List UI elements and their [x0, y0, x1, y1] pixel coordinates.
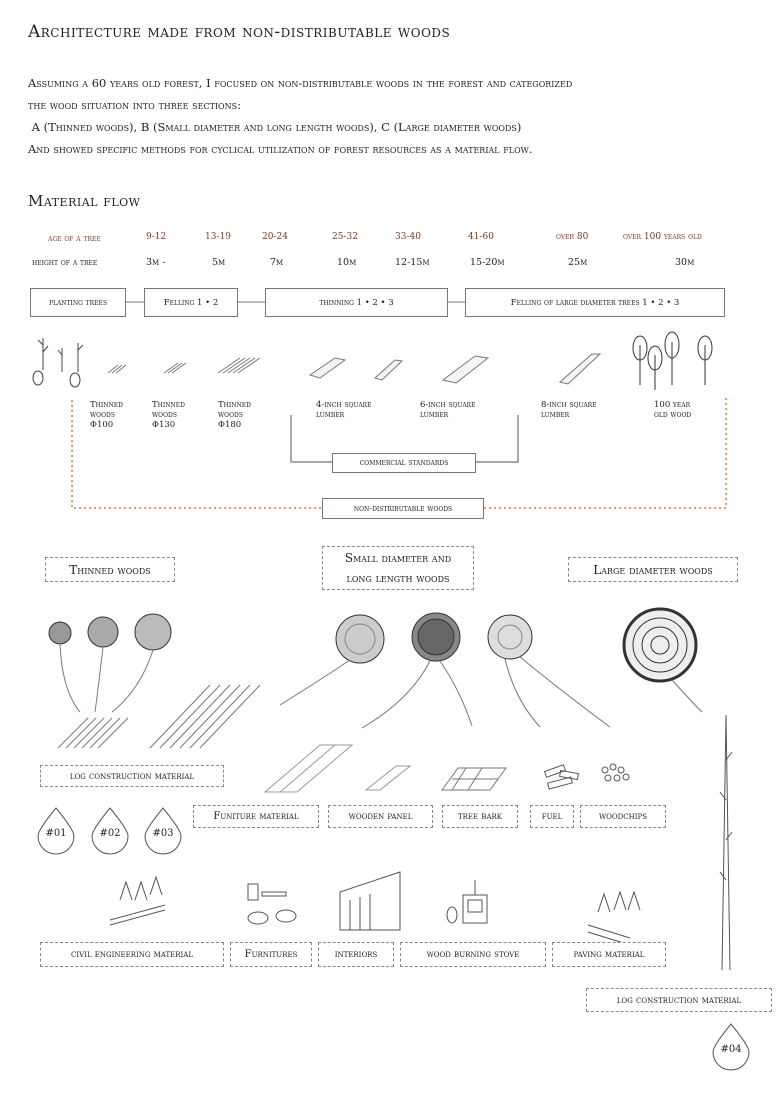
- thinned-wood-ring-icon: [49, 614, 171, 650]
- wood-label: 6-inch square lumber: [420, 400, 476, 420]
- material-wooden-panel: wooden panel: [328, 805, 433, 828]
- category-thinned: Thinned woods: [45, 557, 175, 582]
- wood-label: Thinned woods Φ180: [218, 400, 251, 430]
- height-value: 5m: [212, 257, 226, 268]
- age-value: 20-24: [262, 232, 288, 242]
- height-row-label: height of a tree: [32, 258, 98, 268]
- page-title: Architecture made from non-distributable woods: [28, 22, 451, 42]
- commercial-standards-box: commercial standards: [332, 453, 476, 473]
- drop-label: #02: [99, 828, 121, 839]
- category-large-diameter: Large diameter woods: [568, 557, 738, 582]
- stage-thinning: thinning 1 • 2 • 3: [265, 288, 448, 317]
- drop-label: #01: [45, 828, 67, 839]
- furniture-board-icon: [265, 745, 410, 792]
- woodchips-icon: [602, 764, 629, 781]
- age-value: 33-40: [395, 232, 421, 242]
- wood-label: 8-inch square lumber: [541, 400, 597, 420]
- material-wood-stove: wood burning stove: [400, 942, 546, 967]
- stage-planting: planting trees: [30, 288, 126, 317]
- interiors-sketch: [340, 872, 400, 930]
- old-tree-icon: [633, 332, 712, 390]
- furniture-sketch: [248, 884, 296, 924]
- height-value: 10m: [337, 257, 357, 268]
- drop-shape: [38, 808, 749, 1070]
- square-lumber-icon: [310, 354, 600, 384]
- material-log-construction: log construction material: [40, 765, 224, 787]
- age-row-label: age of a tree: [48, 234, 101, 244]
- material-interiors: interiors: [318, 942, 394, 967]
- height-value: 30m: [675, 257, 695, 268]
- age-value: over 100 years old: [623, 232, 702, 242]
- age-value: 9-12: [146, 232, 167, 242]
- height-value: 7m: [270, 257, 284, 268]
- drop-label: #04: [720, 1044, 742, 1055]
- civil-engineering-sketch: [110, 877, 165, 925]
- large-diameter-ring-icon: [624, 609, 696, 681]
- fuel-icon: [545, 765, 579, 789]
- material-furniture: Funiture material: [193, 805, 319, 828]
- intro-line: A (Thinned woods), B (Small diameter and long length woods), C (Large diameter woods): [28, 120, 522, 134]
- tall-log-icon: [720, 715, 732, 970]
- connector-curve: [280, 657, 610, 728]
- small-diameter-ring-icon: [336, 613, 532, 663]
- height-value: 12-15m: [395, 257, 430, 268]
- intro-line: Assuming a 60 years old forest, I focused on non-distributable woods in the forest and categorized: [28, 76, 573, 90]
- paving-sketch: [588, 892, 640, 945]
- tree-bark-icon: [442, 768, 506, 790]
- age-value: over 80: [556, 232, 589, 242]
- intro-text: [28, 72, 748, 160]
- age-value: 41-60: [468, 232, 494, 242]
- intro-line: And showed specific methods for cyclical utilization of forest resources as a material flow.: [28, 142, 533, 156]
- wood-label: 100 year old wood: [654, 400, 692, 420]
- section-title: Material flow: [28, 192, 141, 210]
- material-fuel: fuel: [530, 805, 574, 828]
- height-value: 25m: [568, 257, 588, 268]
- commercial-bracket: [476, 415, 518, 462]
- sprout-icon: [33, 338, 83, 387]
- connector-curve: [60, 644, 153, 712]
- wood-label: Thinned woods Φ130: [152, 400, 185, 430]
- material-tree-bark: tree bark: [442, 805, 518, 828]
- material-paving: paving material: [552, 942, 666, 967]
- stage-large-felling: Felling of large diameter trees 1 • 2 • 3: [465, 288, 725, 317]
- wood-label: Thinned woods Φ100: [90, 400, 123, 430]
- height-value: 15-20m: [470, 257, 505, 268]
- age-value: 13-19: [205, 232, 231, 242]
- stage-felling: Felling 1 • 2: [144, 288, 238, 317]
- connector-curve: [672, 680, 702, 712]
- drop-label: #03: [152, 828, 174, 839]
- material-woodchips: woodchips: [580, 805, 666, 828]
- thinned-log-bundle-icon: [108, 358, 260, 373]
- non-distributable-box: non-distributable woods: [322, 498, 484, 519]
- category-small-diameter: Small diameter and long length woods: [322, 546, 474, 590]
- intro-line: the wood situation into three sections:: [28, 98, 241, 112]
- log-bundle-icon: [58, 685, 260, 748]
- material-furnitures: Furnitures: [230, 942, 312, 967]
- height-value: 3m -: [146, 257, 166, 268]
- stove-sketch: [447, 880, 487, 923]
- material-log-construction-2: log construction material: [586, 988, 772, 1012]
- material-civil-engineering: civil engineering material: [40, 942, 224, 967]
- wood-label: 4-inch square lumber: [316, 400, 372, 420]
- age-value: 25-32: [332, 232, 358, 242]
- commercial-bracket: [291, 415, 332, 462]
